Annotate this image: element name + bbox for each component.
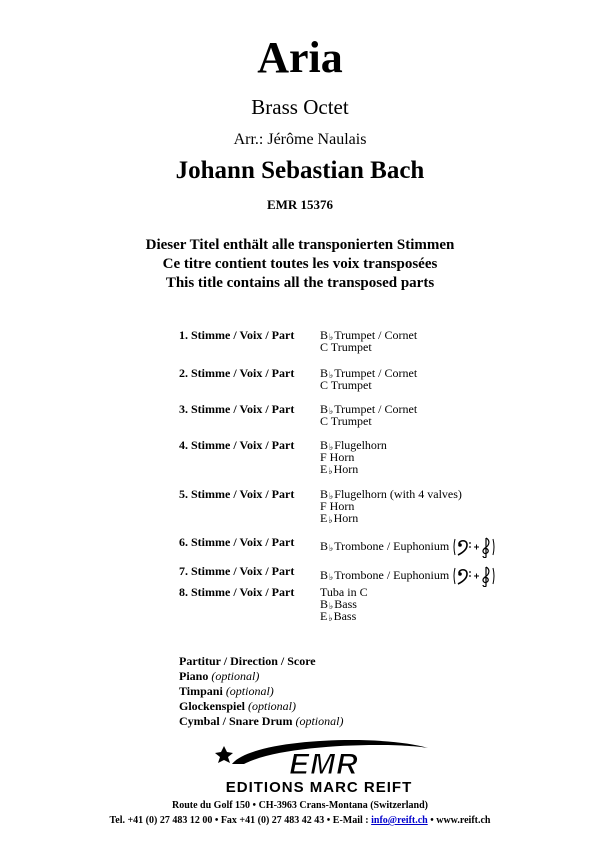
- instrument-name: Flugelhorn: [334, 438, 387, 452]
- flat-symbol: ♭: [328, 515, 333, 525]
- instrument-key: E: [320, 609, 328, 623]
- instrument-key: B: [320, 567, 329, 582]
- part-instruments: [320, 488, 462, 524]
- part-label: 3. Stimme / Voix / Part: [179, 402, 295, 416]
- part-label: 8. Stimme / Voix / Part: [179, 585, 295, 599]
- instrument-key: E: [320, 462, 328, 476]
- arranger: Arr.: Jérôme Naulais: [233, 131, 367, 148]
- part-instruments: [320, 329, 417, 353]
- instrument-line: [320, 415, 417, 427]
- extra-item-name: Partitur / Direction / Score: [179, 654, 316, 668]
- flat-symbol: ♭: [329, 571, 334, 582]
- instrument-key: B: [320, 487, 329, 501]
- flat-symbol: ♭: [329, 542, 334, 553]
- catalog-number: EMR 15376: [266, 197, 334, 212]
- instrument-name: F Horn: [320, 499, 355, 513]
- instrument-line: [320, 463, 387, 475]
- instrument-line: [320, 379, 417, 391]
- instrument-name: Horn: [333, 462, 359, 476]
- instrument-key: E: [320, 511, 328, 525]
- extra-item: [179, 669, 343, 684]
- flat-symbol: ♭: [328, 613, 333, 623]
- extras-list: [179, 654, 343, 729]
- instrument-line: [320, 536, 497, 553]
- instrument-key: B: [320, 402, 329, 416]
- instrument-key: B: [320, 328, 329, 342]
- transposition-notice: [0, 236, 600, 293]
- instrument-key: B: [320, 538, 329, 553]
- instrument-name: C Trumpet: [320, 340, 372, 354]
- extra-item-name: Piano: [179, 669, 209, 683]
- extra-item: [179, 699, 343, 714]
- instrument-name: C Trumpet: [320, 414, 372, 428]
- extra-item-name: Cymbal / Snare Drum: [179, 714, 293, 728]
- instrument-name: Horn: [333, 511, 359, 525]
- part-instruments: [320, 586, 368, 622]
- instrument-name: Trumpet / Cornet: [334, 366, 418, 380]
- part-label: 4. Stimme / Voix / Part: [179, 438, 295, 452]
- contact-text: Tel. +41 (0) 27 483 12 00 • Fax +41 (0) 27 483 42 43 • E-Mail :: [109, 815, 372, 826]
- publisher-contact: [0, 815, 600, 827]
- instrument-key: B: [320, 597, 329, 611]
- extra-item-name: Glockenspiel: [179, 699, 246, 713]
- instrument-name: Tuba in C: [320, 585, 368, 599]
- flat-symbol: ♭: [329, 406, 334, 416]
- part-instruments: [320, 565, 497, 582]
- svg-text:EMR: EMR: [289, 748, 359, 781]
- part-instruments: [320, 403, 417, 427]
- title: Aria: [257, 33, 343, 82]
- instrument-name: C Trumpet: [320, 378, 372, 392]
- instrument-name: Flugelhorn (with 4 valves): [334, 487, 462, 501]
- svg-text:EDITIONS MARC REIFT: EDITIONS MARC REIFT: [225, 779, 413, 794]
- extra-item-note: (optional): [295, 714, 344, 728]
- bass-and-treble-clef-icon: [453, 565, 497, 587]
- emr-logo: [192, 734, 446, 794]
- instrument-line: [320, 610, 368, 622]
- instrument-name: Trombone / Euphonium: [334, 538, 450, 553]
- extra-item-name: Timpani: [179, 684, 223, 698]
- composer: Johann Sebastian Bach: [175, 157, 425, 184]
- flat-symbol: ♭: [329, 442, 334, 452]
- part-label: 5. Stimme / Voix / Part: [179, 487, 295, 501]
- extra-item: [179, 684, 343, 699]
- notice-french: Ce titre contient toutes les voix transposées: [162, 256, 438, 272]
- part-label: 1. Stimme / Voix / Part: [179, 328, 295, 342]
- flat-symbol: ♭: [329, 370, 334, 380]
- notice-english: This title contains all the transposed parts: [165, 275, 435, 291]
- flat-symbol: ♭: [329, 332, 334, 342]
- instrument-name: F Horn: [320, 450, 355, 464]
- instrument-line: [320, 512, 462, 524]
- flat-symbol: ♭: [328, 466, 333, 476]
- extra-item: [179, 714, 343, 729]
- instrument-name: Trumpet / Cornet: [334, 328, 418, 342]
- part-instruments: [320, 536, 497, 553]
- instrument-line: [320, 341, 417, 353]
- part-instruments: [320, 439, 387, 475]
- extra-item-note: (optional): [211, 669, 260, 683]
- instrument-key: B: [320, 438, 329, 452]
- instrument-name: Bass: [333, 609, 357, 623]
- instrument-key: B: [320, 366, 329, 380]
- part-label: 6. Stimme / Voix / Part: [179, 535, 295, 549]
- instrument-line: [320, 565, 497, 582]
- instrument-name: Trombone / Euphonium: [334, 567, 450, 582]
- publisher-address: Route du Golf 150 • CH-3963 Crans-Montana (Switzerland): [172, 800, 428, 811]
- emr-logo-graphic: [192, 734, 446, 794]
- extra-item-note: (optional): [248, 699, 297, 713]
- part-label: 7. Stimme / Voix / Part: [179, 564, 295, 578]
- notice-german: Dieser Titel enthält alle transponierten Stimmen: [145, 237, 455, 253]
- website-text: • www.reift.ch: [427, 815, 491, 826]
- flat-symbol: ♭: [329, 491, 334, 501]
- instrument-name: Bass: [334, 597, 357, 611]
- part-instruments: [320, 367, 417, 391]
- instrument-name: Trumpet / Cornet: [334, 402, 418, 416]
- subtitle: Brass Octet: [251, 95, 349, 119]
- extra-item: [179, 654, 343, 669]
- flat-symbol: ♭: [329, 601, 334, 611]
- part-label: 2. Stimme / Voix / Part: [179, 366, 295, 380]
- email-link[interactable]: info@reift.ch: [371, 815, 428, 826]
- extra-item-note: (optional): [225, 684, 274, 698]
- bass-and-treble-clef-icon: [453, 536, 497, 558]
